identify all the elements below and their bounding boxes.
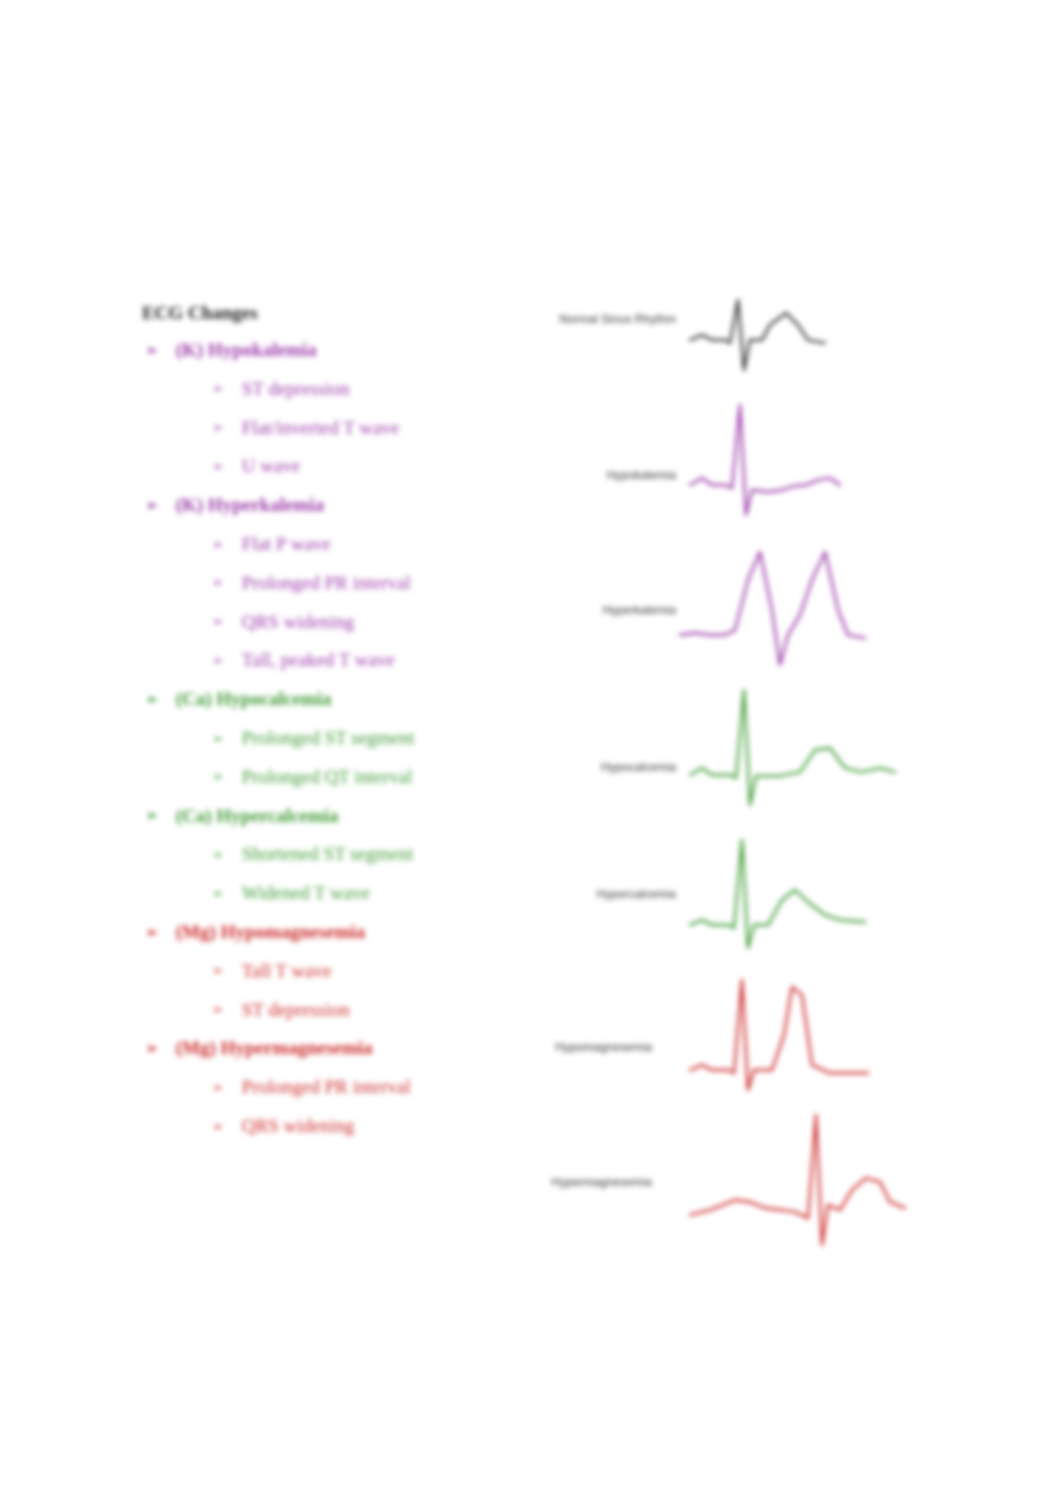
arrow-bullet-icon: ➢ [212,1119,224,1135]
list-item-text: Tall, peaked T wave [241,650,395,672]
arrow-bullet-icon: ➢ [146,498,158,514]
list-item [212,728,415,750]
section-heading-text: (Ca) Hypocalcemia [175,689,332,711]
arrow-bullet-icon: ➢ [212,653,224,669]
list-item-text: Shortened ST segment [241,844,414,866]
section-heading-text: (Mg) Hypermagnesemia [175,1038,373,1060]
arrow-bullet-icon: ➢ [212,537,224,553]
ecg-label: Hyperkalemia [602,603,676,617]
arrow-bullet-icon: ➢ [212,1003,224,1019]
ecg-waveform [690,390,860,525]
list-item-text: Prolonged PR interval [241,572,411,594]
arrow-bullet-icon: ➢ [146,343,158,359]
section-heading-text: (K) Hyperkalemia [175,495,325,517]
ecg-label: Normal Sinus Rhythm [559,312,676,326]
ecg-label: Hypocalcemia [600,760,676,774]
arrow-bullet-icon: ➢ [212,421,224,437]
section-heading [146,806,338,828]
ecg-label: Hypomagnesemia [555,1040,652,1054]
ecg-trace [690,690,895,805]
ecg-label: Hypercalcemia [596,887,676,901]
list-item-text: QRS widening [241,611,355,633]
list-item [212,573,411,595]
arrow-bullet-icon: ➢ [146,692,158,708]
arrow-bullet-icon: ➢ [212,770,224,786]
ecg-waveform [690,975,870,1110]
section-heading-text: (Mg) Hypomagnesemia [175,922,366,943]
list-item [212,1077,411,1099]
list-item-text: ST depression [241,378,350,400]
list-item [212,844,413,866]
arrow-bullet-icon: ➢ [212,615,224,631]
list-item [212,612,354,634]
list-item-text: Flat P wave [241,534,331,555]
section-heading [146,1038,373,1060]
list-item [212,767,412,789]
list-item [212,379,350,401]
ecg-waveform [690,1110,910,1250]
section-heading [146,495,324,517]
section-heading [146,689,331,711]
list-item [212,961,332,983]
list-item-text: Flat/inverted T wave [241,417,400,439]
list-item-text: Widened T wave [241,883,371,905]
ecg-trace [690,405,840,515]
ecg-label: Hypokalemia [606,468,676,482]
list-item [212,456,300,478]
list-item-text: Tall T wave [241,960,332,982]
arrow-bullet-icon: ➢ [212,731,224,747]
section-heading-text: (Ca) Hypercalcemia [175,805,339,827]
ecg-waveform [690,680,900,815]
ecg-trace [690,1115,905,1245]
ecg-waveform [690,245,850,380]
ecg-trace [680,552,865,665]
arrow-bullet-icon: ➢ [212,382,224,398]
list-item [212,418,399,440]
list-item [212,1116,354,1138]
page-title: ECG Changes [142,303,258,324]
arrow-bullet-icon: ➢ [212,459,224,475]
section-heading-text: (K) Hypokalemia [175,340,317,361]
list-item [212,883,370,905]
ecg-trace [690,980,868,1090]
list-item [212,1000,350,1022]
ecg-trace [690,300,825,370]
section-heading [146,340,317,362]
arrow-bullet-icon: ➢ [212,1080,224,1096]
list-item-text: Prolonged PR interval [241,1077,411,1099]
list-item [212,534,331,556]
list-item-text: Prolonged QT interval [241,766,413,788]
section-heading [146,922,365,944]
list-item-text: U wave [241,456,301,478]
list-item-text: Prolonged ST segment [241,728,415,749]
list-item [212,650,395,672]
arrow-bullet-icon: ➢ [146,925,158,941]
ecg-label: Hypermagnesemia [551,1175,652,1189]
arrow-bullet-icon: ➢ [212,576,224,592]
arrow-bullet-icon: ➢ [212,847,224,863]
list-item-text: QRS widening [241,1116,355,1137]
ecg-waveform [680,540,870,675]
ecg-waveform [690,830,870,965]
arrow-bullet-icon: ➢ [212,964,224,980]
arrow-bullet-icon: ➢ [212,886,224,902]
arrow-bullet-icon: ➢ [146,809,158,825]
arrow-bullet-icon: ➢ [146,1041,158,1057]
ecg-trace [690,840,865,948]
list-item-text: ST depression [241,999,350,1021]
